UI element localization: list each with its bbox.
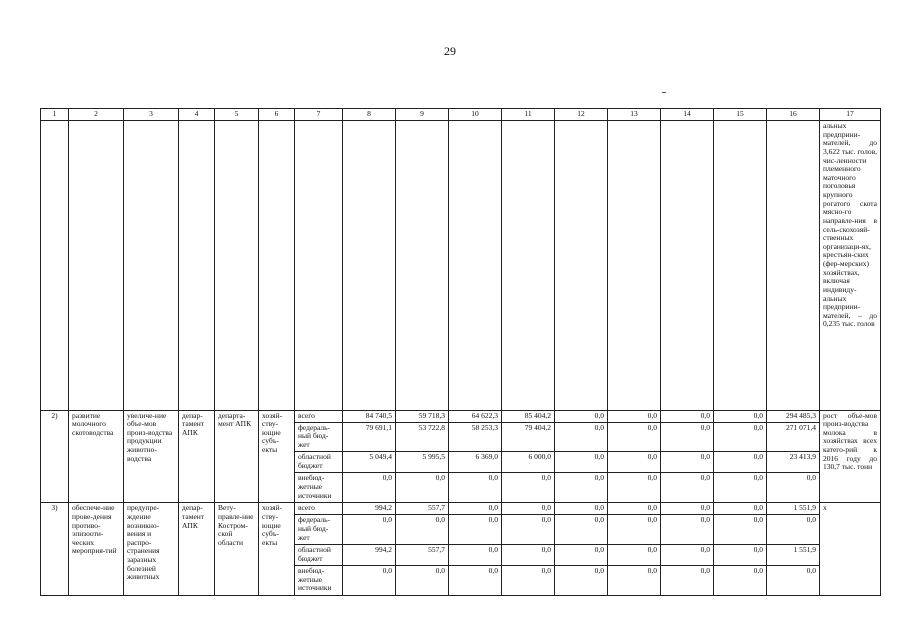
amount-cell: 79 691,1 <box>343 422 396 452</box>
amount-cell: 0,0 <box>714 515 767 545</box>
source-label: областной бюджет <box>295 452 343 473</box>
column-header: 5 <box>215 109 259 121</box>
amount-cell: 0,0 <box>555 515 608 545</box>
continued-result-cell: альных предприни-мателей, до 3,622 тыс. голов, чис-ленности племенного маточного поголовья крупного рогатого скота мясно-го направле-ния в сель-скохозяй-ственных организаци-ях, крестьян-ских (фер-мерских) хозяйствах, включая индивиду-альных предприни-мателей, – до 0,235 тыс. голов <box>820 121 881 411</box>
amount-cell: 84 740,5 <box>343 410 396 422</box>
amount-cell: 0,0 <box>608 545 661 566</box>
amount-cell: 85 404,2 <box>502 410 555 422</box>
table-row <box>41 410 881 422</box>
amount-cell: 0,0 <box>661 566 714 596</box>
amount-cell: 0,0 <box>555 422 608 452</box>
amount-cell: 557,7 <box>396 503 449 515</box>
amount-cell: 0,0 <box>449 503 502 515</box>
amount-cell: 0,0 <box>714 566 767 596</box>
amount-cell: 294 485,3 <box>767 410 820 422</box>
amount-cell: 0,0 <box>502 545 555 566</box>
amount-cell: 0,0 <box>608 515 661 545</box>
amount-cell: 0,0 <box>608 422 661 452</box>
amount-cell: 0,0 <box>449 545 502 566</box>
amount-cell: 0,0 <box>661 473 714 503</box>
amount-cell: 0,0 <box>608 410 661 422</box>
amount-cell: 0,0 <box>502 566 555 596</box>
amount-cell: 0,0 <box>343 566 396 596</box>
amount-cell: 0,0 <box>608 503 661 515</box>
coordinator-cell: депар-тамент АПК <box>179 410 215 503</box>
amount-cell: 0,0 <box>714 410 767 422</box>
executor-cell: Вету-правле-ние Костром-ской области <box>215 503 259 596</box>
source-label: всего <box>295 410 343 422</box>
column-header: 13 <box>608 109 661 121</box>
event-cell: увеличе-ние объе-мов произ-водства продукции животно-водства <box>124 410 179 503</box>
amount-cell: 0,0 <box>449 515 502 545</box>
column-header: 9 <box>396 109 449 121</box>
source-label: внебюд-жетные источники <box>295 473 343 503</box>
amount-cell: 59 718,3 <box>396 410 449 422</box>
amount-cell: 0,0 <box>555 566 608 596</box>
amount-cell: 23 413,9 <box>767 452 820 473</box>
amount-cell: 0,0 <box>449 566 502 596</box>
amount-cell: 0,0 <box>767 566 820 596</box>
amount-cell: 0,0 <box>502 503 555 515</box>
amount-cell: 994,2 <box>343 545 396 566</box>
amount-cell: 0,0 <box>714 452 767 473</box>
amount-cell: 0,0 <box>555 452 608 473</box>
column-header: 2 <box>69 109 124 121</box>
amount-cell: 0,0 <box>714 503 767 515</box>
amount-cell: 58 253,3 <box>449 422 502 452</box>
column-header: 17 <box>820 109 881 121</box>
column-header: 15 <box>714 109 767 121</box>
amount-cell: 0,0 <box>502 515 555 545</box>
source-label: внебюд-жетные источники <box>295 566 343 596</box>
column-header: 7 <box>295 109 343 121</box>
amount-cell: 5 995,5 <box>396 452 449 473</box>
column-header: 3 <box>124 109 179 121</box>
amount-cell: 0,0 <box>555 545 608 566</box>
row-number: 2) <box>41 410 69 503</box>
column-header: 6 <box>259 109 295 121</box>
amount-cell: 0,0 <box>661 410 714 422</box>
amount-cell: 0,0 <box>661 503 714 515</box>
column-header: 1 <box>41 109 69 121</box>
amount-cell: 0,0 <box>502 473 555 503</box>
participants-cell: хозяй-ству-ющие субъ-екты <box>259 410 295 503</box>
source-label: всего <box>295 503 343 515</box>
amount-cell: 0,0 <box>396 566 449 596</box>
task-cell: развитие молочного скотоводства <box>69 410 124 503</box>
amount-cell: 79 404,2 <box>502 422 555 452</box>
amount-cell: 0,0 <box>608 452 661 473</box>
row-number: 3) <box>41 503 69 596</box>
scan-speck <box>662 92 666 93</box>
column-header: 10 <box>449 109 502 121</box>
executor-cell: департа-мент АПК <box>215 410 259 503</box>
amount-cell: 994,2 <box>343 503 396 515</box>
page-number: 29 <box>444 44 456 58</box>
amount-cell: 6 000,0 <box>502 452 555 473</box>
program-table <box>40 108 881 596</box>
table-row <box>41 503 881 515</box>
amount-cell: 557,7 <box>396 545 449 566</box>
amount-cell: 271 071,4 <box>767 422 820 452</box>
amount-cell: 0,0 <box>661 515 714 545</box>
column-header: 16 <box>767 109 820 121</box>
amount-cell: 0,0 <box>714 473 767 503</box>
amount-cell: 1 551,9 <box>767 545 820 566</box>
amount-cell: 6 369,0 <box>449 452 502 473</box>
amount-cell: 0,0 <box>661 452 714 473</box>
column-header: 11 <box>502 109 555 121</box>
amount-cell: 1 551,9 <box>767 503 820 515</box>
amount-cell: 0,0 <box>555 473 608 503</box>
amount-cell: 0,0 <box>555 503 608 515</box>
column-header: 8 <box>343 109 396 121</box>
source-label: областной бюджет <box>295 545 343 566</box>
result-cell: рост объе-мов произ-водства молока в хозяйствах всех катего-рий к 2016 году до 130,7 тыс. тонн <box>820 410 881 503</box>
amount-cell: 0,0 <box>343 473 396 503</box>
amount-cell: 0,0 <box>555 410 608 422</box>
coordinator-cell: депар-тамент АПК <box>179 503 215 596</box>
amount-cell: 0,0 <box>343 515 396 545</box>
result-cell: x <box>820 503 881 596</box>
column-header: 14 <box>661 109 714 121</box>
amount-cell: 0,0 <box>449 473 502 503</box>
column-number-row <box>41 109 881 121</box>
column-header: 4 <box>179 109 215 121</box>
amount-cell: 0,0 <box>661 422 714 452</box>
amount-cell: 0,0 <box>767 515 820 545</box>
task-cell: обеспече-ние прове-дения противо-эпизооти-ческих мероприя-тий <box>69 503 124 596</box>
participants-cell: хозяй-ству-ющие субъ-екты <box>259 503 295 596</box>
source-label: федераль-ный бюд-жет <box>295 515 343 545</box>
amount-cell: 0,0 <box>396 515 449 545</box>
column-header: 12 <box>555 109 608 121</box>
amount-cell: 64 622,3 <box>449 410 502 422</box>
amount-cell: 0,0 <box>608 566 661 596</box>
amount-cell: 0,0 <box>608 473 661 503</box>
source-label: федераль-ный бюд-жет <box>295 422 343 452</box>
continuation-row <box>41 121 881 411</box>
amount-cell: 0,0 <box>714 422 767 452</box>
event-cell: предупре-ждение возникно-вения и распро-странения заразных болезней животных <box>124 503 179 596</box>
amount-cell: 0,0 <box>767 473 820 503</box>
amount-cell: 5 049,4 <box>343 452 396 473</box>
amount-cell: 0,0 <box>714 545 767 566</box>
amount-cell: 0,0 <box>661 545 714 566</box>
amount-cell: 53 722,8 <box>396 422 449 452</box>
amount-cell: 0,0 <box>396 473 449 503</box>
